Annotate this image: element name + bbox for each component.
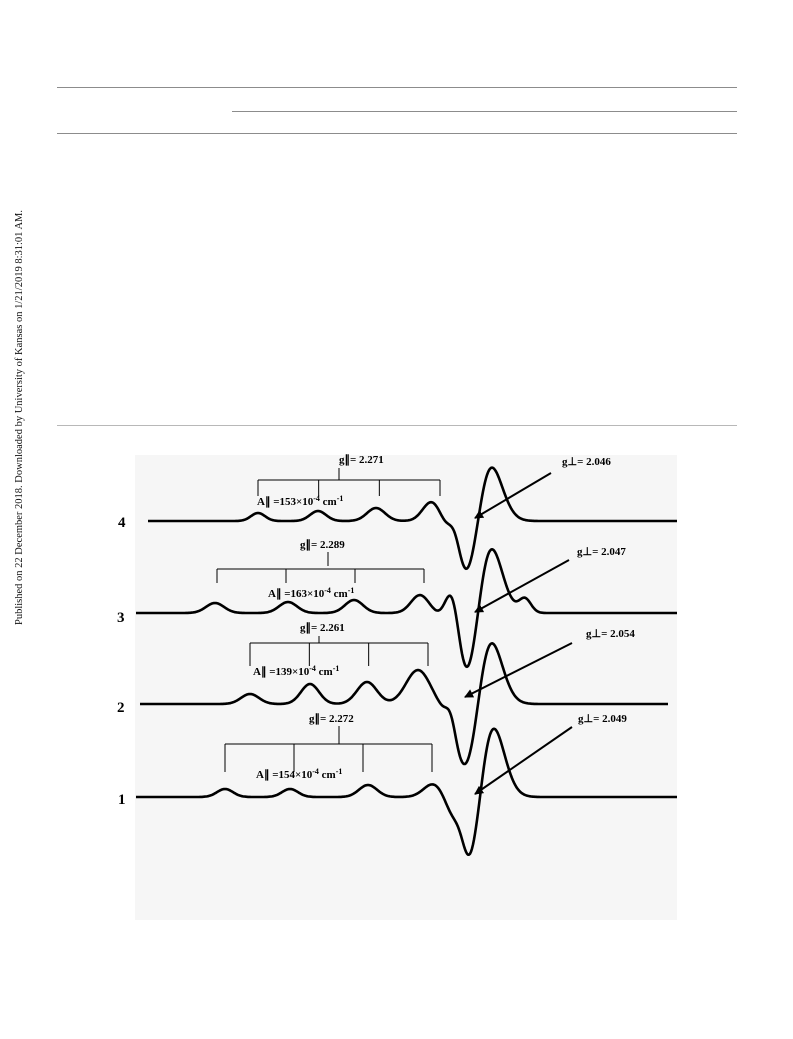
g-perp-label: g⊥= 2.054 bbox=[586, 628, 635, 640]
g-parallel-label: g∥= 2.272 bbox=[309, 713, 354, 725]
a-parallel-label: A∥ $=154\times 10^{-4}$ $cm^{-1}$ bbox=[256, 767, 343, 781]
trace-label-1: 1 bbox=[118, 792, 126, 808]
trace-label-4: 4 bbox=[118, 515, 126, 531]
a-parallel-label: A∥ $=163\times 10^{-4}$ $cm^{-1}$ bbox=[268, 586, 355, 600]
download-notice: Published on 22 December 2018. Downloaded by University of Kansas on 1/21/2019 8:31:01 AM. bbox=[14, 210, 25, 625]
g-parallel-label: g∥= 2.271 bbox=[339, 454, 384, 466]
trace-label-2: 2 bbox=[117, 700, 125, 716]
a-parallel-label: A∥ $=153\times 10^{-4}$ $cm^{-1}$ bbox=[257, 494, 344, 508]
figure-background bbox=[135, 455, 677, 920]
trace-label-3: 3 bbox=[117, 610, 125, 626]
g-perp-label: g⊥= 2.049 bbox=[578, 713, 627, 725]
g-perp-label: g⊥= 2.047 bbox=[577, 546, 626, 558]
g-parallel-label: g∥= 2.289 bbox=[300, 539, 345, 551]
g-perp-label: g⊥= 2.046 bbox=[562, 456, 611, 468]
g-parallel-label: g∥= 2.261 bbox=[300, 622, 345, 634]
a-parallel-label: A∥ $=139\times 10^{-4}$ $cm^{-1}$ bbox=[253, 664, 340, 678]
